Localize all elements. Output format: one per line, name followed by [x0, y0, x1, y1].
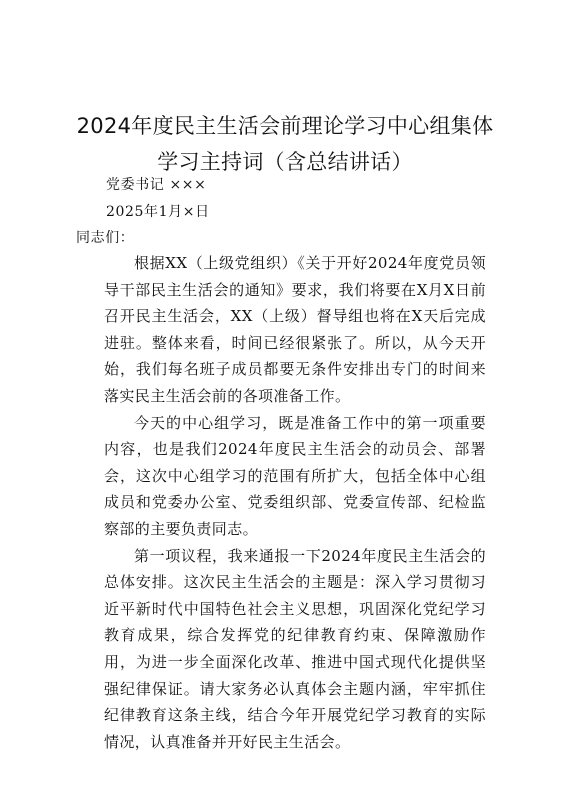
paragraph-1: 根据XX（上级党组织）《关于开好2024年度党员领导干部民主生活会的通知》要求，我们将要在X月X日前召开民主生活会，XX（上级）督导组也将在X天后完成进驻。整体来看，时间已经很紧张了。所以，从今天开始，我们每名班子成员都要无条件安排出专门的时间来落实民主生活会前的各项准备工作。: [104, 254, 486, 405]
document-body: [104, 250, 486, 755]
title-line-1: 2024年度民主生活会前理论学习中心组集体: [76, 114, 494, 138]
paragraph-2: 今天的中心组学习，既是准备工作中的第一项重要内容，也是我们2024年度民主生活会的动员会、部署会，这次中心组学习的范围有所扩大，包括全体中心组成员和党委办公室、党委组织部、党委宣传部、纪检监察部的主要负责同志。: [104, 413, 486, 538]
speaker-line: 党委书记 ×××: [106, 177, 207, 193]
salutation: 同志们：: [76, 230, 135, 246]
date-line: 2025年1月×日: [106, 204, 210, 220]
document-title: [60, 108, 510, 180]
paragraph-3: 第一项议程，我来通报一下2024年度民主生活会的总体安排。这次民主生活会的主题是：深入学习贯彻习近平新时代中国特色社会主义思想，巩固深化党纪学习教育成果，综合发挥党的纪律教育约束、保障激励作用，为进一步全面深化改革、推进中国式现代化提供坚强纪律保证。请大家务必认真体会主题内涵，牢牢抓住纪律教育这条主线，结合今年开展党纪学习教育的实际情况，认真准备并开好民主生活会。: [104, 546, 486, 751]
title-line-2: 学习主持词（含总结讲话）: [157, 150, 413, 174]
